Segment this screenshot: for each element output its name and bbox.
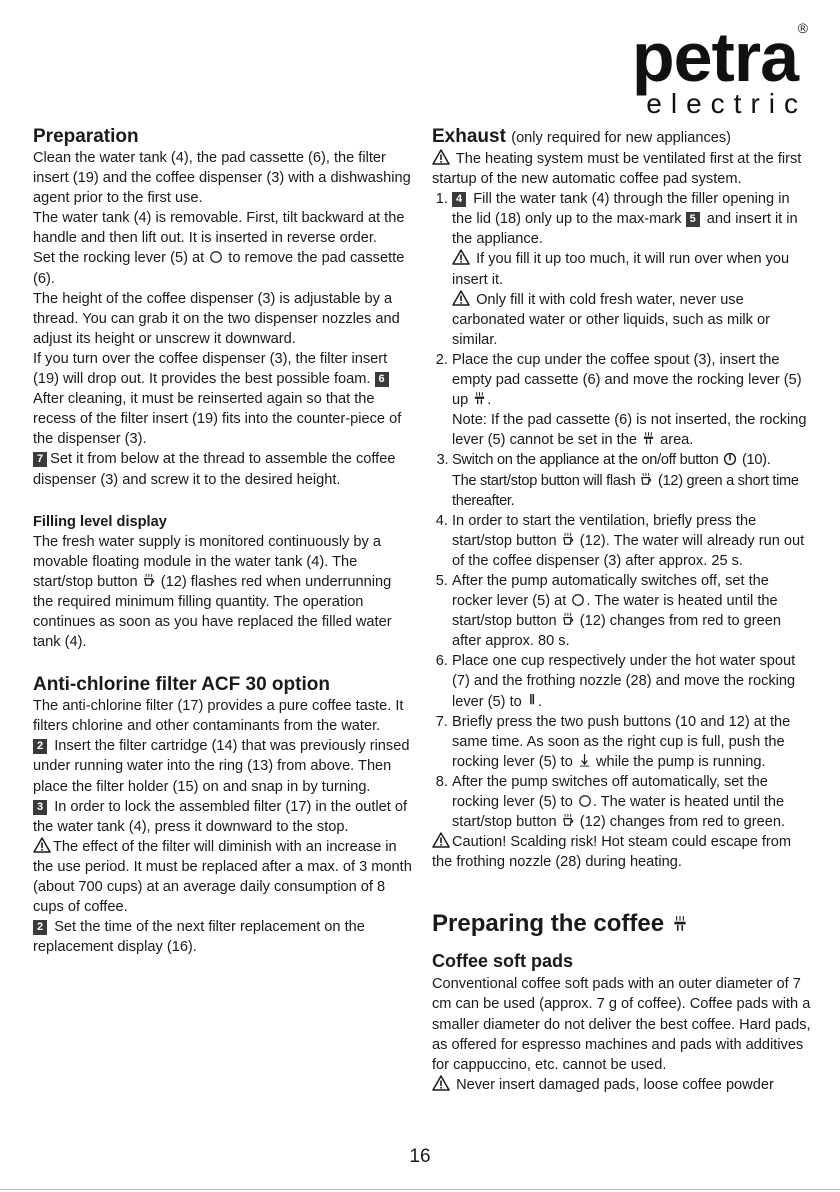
step-item <box>452 450 812 510</box>
step-text: (12) changes from red to green. <box>579 814 786 831</box>
prep-paragraph <box>33 349 414 449</box>
step-item: 2. Place the cup under the coffee spout (3), insert the empty pad cassette (6) and move the rocking lever (5) up . Note: If the pad cassette (6) is not inserted, the rocking lever (5) cannot be set in the area. <box>452 350 812 450</box>
bottom-rule <box>0 1189 840 1190</box>
step-text: while the pump is running. <box>595 753 766 770</box>
step-text: Place one cup respectively under the hot water spout (7) and the frothing nozzle (28) and move the rocking lever (5) to <box>452 653 796 710</box>
coffee-cup-icon <box>562 612 575 627</box>
step-text: (12). The water will already run out of the coffee dispenser (3) after approx. 25 s. <box>452 532 805 569</box>
right-column <box>432 126 812 1095</box>
exhaust-note: (only required for new appliances) <box>511 130 732 146</box>
filling-paragraph <box>33 532 414 653</box>
warning-triangle-icon <box>33 837 51 853</box>
frothing-icon <box>578 753 591 768</box>
coffee-cup-icon <box>562 813 575 828</box>
figure-badge: 4 <box>452 192 466 207</box>
preparing-coffee-heading <box>432 910 812 938</box>
step-item <box>452 571 812 651</box>
step-text: In order to start the ventilation, briefly press the start/stop button <box>452 512 757 549</box>
coffee-cup-icon <box>562 532 575 547</box>
step-warning <box>452 290 812 350</box>
step-text: Place the cup under the coffee spout (3), insert the empty pad cassette (6) and move the rocking lever (5) up <box>452 351 802 409</box>
warning-triangle-icon <box>452 290 470 306</box>
steam-nozzle-icon <box>473 391 486 406</box>
step-text: After the pump automatically switches off, set the rocker lever (5) at <box>452 572 769 610</box>
circle-position-icon <box>571 593 585 607</box>
figure-badge: 5 <box>686 212 700 227</box>
brand-name: petra <box>631 18 798 96</box>
coffee-soft-pads-heading: Coffee soft pads <box>432 951 574 972</box>
step-item <box>452 511 812 571</box>
prep-text: Set it from below at the thread to assemble the coffee dispenser (3) and screw it to the desired height. <box>33 451 396 488</box>
prep-paragraph: Clean the water tank (4), the pad cassette (6), the filter insert (19) and the coffee dispenser (3) with a dishwashing agent prior to the first use. <box>33 150 411 207</box>
prep-text: to remove the pad cassette (6). <box>33 250 405 287</box>
power-icon <box>723 452 737 466</box>
warning-triangle-icon <box>452 249 470 265</box>
fill-text: The fresh water supply is monitored continuously by a movable floating module in the water tank (4). The start/stop button <box>33 533 381 590</box>
step-text: (10). <box>741 452 771 469</box>
coffee-cup-icon <box>143 573 156 588</box>
steam-nozzle-icon <box>672 915 688 933</box>
step-text: area. <box>660 432 694 449</box>
caution-paragraph <box>432 832 812 872</box>
step-text: (12) changes from red to green after approx. 80 s. <box>452 613 781 650</box>
preparation-heading: Preparation <box>33 126 139 147</box>
acf-paragraph <box>33 736 414 796</box>
exhaust-title: Exhaust <box>432 126 506 147</box>
acf-text: Set the time of the next filter replacement on the replacement display (16). <box>33 919 365 956</box>
step-text: . The water is heated until the start/stop button <box>452 593 778 630</box>
step-item <box>452 189 812 350</box>
step-text: Note: If the pad cassette (6) is not inserted, the rocking lever (5) cannot be set in the <box>452 412 807 449</box>
step-text: If you fill it up too much, it will run over when you insert it. <box>452 251 790 288</box>
step-text: Fill the water tank (4) through the filler opening in the lid (18) only up to the max-mark <box>452 191 790 228</box>
circle-position-icon <box>209 250 223 264</box>
figure-badge: 2 <box>33 739 47 754</box>
prep-paragraph: The water tank (4) is removable. First, tilt backward at the handle and then lift out. It is inserted in reverse order. <box>33 210 405 247</box>
step-text: Only fill it with cold fresh water, never use carbonated water or other liquids, such as milk or similar. <box>452 291 770 348</box>
left-column <box>33 126 414 957</box>
caution-text: Caution! Scalding risk! Hot steam could escape from the frothing nozzle (28) during heating. <box>432 834 792 871</box>
warning-triangle-icon <box>432 1075 450 1091</box>
steam-nozzle-icon <box>642 431 655 446</box>
registered-mark: ® <box>797 20 808 36</box>
warning-triangle-icon <box>432 832 450 848</box>
brand-subtitle: electric <box>646 88 807 119</box>
acf-paragraph <box>33 797 414 837</box>
figure-badge: 7 <box>33 452 47 467</box>
exhaust-text: The heating system must be ventilated first at the first startup of the new automatic coffee pad system. <box>432 151 802 188</box>
prep-paragraph <box>33 248 414 288</box>
acf-text: Insert the filter cartridge (14) that was previously rinsed under running water into the ring (13) from above. Then place the filter holder (15) on and snap in by turning. <box>33 738 410 795</box>
soft-pads-paragraph: Conventional coffee soft pads with an outer diameter of 7 cm can be used (approx. 7 g of coffee). Coffee pads with a smaller diameter do not deliver the best coffee. Hard pads, as offered for espresso machines and pads with additives for cappuccino, etc. cannot be used. <box>432 976 811 1073</box>
figure-badge: 3 <box>33 800 47 815</box>
soft-pads-paragraph <box>432 1075 812 1095</box>
step-text: (12) green a short time thereafter. <box>452 472 799 509</box>
step-text: The start/stop button will flash <box>452 472 636 489</box>
step-text: Switch on the appliance at the on/off button <box>452 452 719 469</box>
fill-text: (12) flashes red when underrunning the required minimum filling quantity. The operation continues as soon as you have replaced the filled water tank (4). <box>33 573 392 651</box>
prep-text: After cleaning, it must be reinserted again so that the recess of the filter insert (19) fits into the counter-piece of the dispenser (3). <box>33 391 402 448</box>
prep-paragraph: The height of the coffee dispenser (3) is adjustable by a thread. You can grab it on the two dispenser nozzles and adjust its height or unscrew it downward. <box>33 290 400 347</box>
nozzle-position-icon <box>527 693 537 708</box>
prep-paragraph <box>33 449 414 489</box>
step-text: . The water is heated until the start/stop button <box>452 794 785 831</box>
acf-text: The effect of the filter will diminish with an increase in the use period. It must be replaced after a max. of 3 month (about 700 cups) at an average daily consumption of 8 cups of coffee. <box>33 838 412 916</box>
prep-text: Set the rocking lever (5) at <box>33 250 205 267</box>
step-text: Briefly press the two push buttons (10 and 12) at the same time. As soon as the right cup is full, push the rocking lever (5) to <box>452 713 791 770</box>
acf-paragraph: The anti-chlorine filter (17) provides a pure coffee taste. It filters chlorine and other contaminants from the water. <box>33 698 404 735</box>
step-note <box>452 410 812 450</box>
preparing-coffee-title: Preparing the coffee <box>432 910 665 938</box>
step-text: After the pump switches off automatically, set the rocking lever (5) to <box>452 773 768 810</box>
soft-pads-text: Never insert damaged pads, loose coffee powder <box>456 1076 774 1093</box>
exhaust-heading <box>432 126 812 149</box>
coffee-cup-icon <box>640 472 653 487</box>
step-item <box>452 772 812 832</box>
filling-level-heading: Filling level display <box>33 513 167 530</box>
step-text: and insert it in the appliance. <box>452 211 798 248</box>
exhaust-steps <box>432 189 812 832</box>
prep-text: If you turn over the coffee dispenser (3), the filter insert (19) will drop out. It provides the best possible foam. <box>33 350 388 388</box>
figure-badge: 2 <box>33 920 47 935</box>
step-item <box>452 712 812 772</box>
circle-position-icon <box>578 794 592 808</box>
warning-triangle-icon <box>432 149 450 165</box>
figure-badge: 6 <box>375 372 389 387</box>
page-number: 16 <box>409 1146 431 1167</box>
brand-logo <box>631 18 808 119</box>
step-item: 6. Place one cup respectively under the hot water spout (7) and the frothing nozzle (28) and move the rocking lever (5) to . <box>452 651 812 711</box>
acf-text: In order to lock the assembled filter (17) in the outlet of the water tank (4), press it downward to the stop. <box>33 798 408 835</box>
step-note <box>452 471 812 511</box>
acf-paragraph <box>33 837 414 917</box>
anti-chlorine-heading: Anti-chlorine filter ACF 30 option <box>33 674 330 696</box>
step-warning <box>452 249 812 289</box>
acf-paragraph <box>33 917 414 957</box>
exhaust-intro <box>432 149 812 189</box>
